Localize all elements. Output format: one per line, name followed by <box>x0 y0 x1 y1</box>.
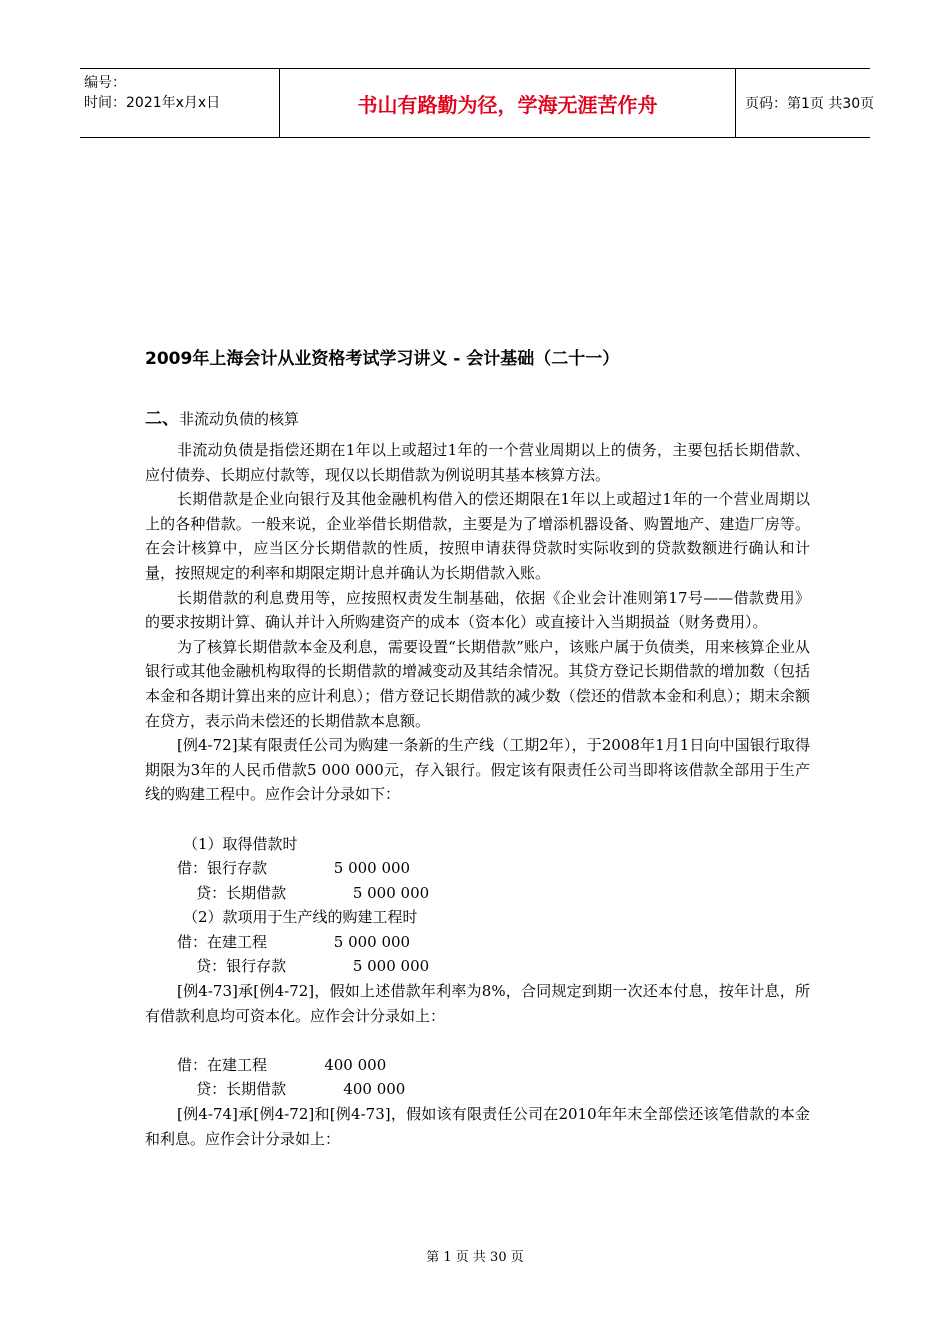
entry-line: 借：在建工程 5 000 000 <box>177 932 411 951</box>
entry-line: 借：在建工程 400 000 <box>177 1055 387 1074</box>
header-page-info: 页码：第1页 共30页 <box>745 96 875 112</box>
paragraph: [例4-72]某有限责任公司为购建一条新的生产线（工期2年），于2008年1月1日向中国银行取得期限为3年的人民币借款5 000 000元，存入银行。假定该有限责任公司当即将该借款全部用于生产线的购建工程中。应作会计分录如下： <box>145 736 810 804</box>
blank-line <box>145 1028 810 1053</box>
entry-line: 贷：长期借款 5 000 000 <box>177 883 430 902</box>
entry-line: （2）款项用于生产线的购建工程时 <box>183 908 418 927</box>
page-footer: 第 1 页 共 30 页 <box>426 1250 524 1265</box>
paragraph: [例4-74]承[例4-72]和[例4-73]，假如该有限责任公司在2010年年末全部偿还该笔借款的本金和利息。应作会计分录如上： <box>145 1105 810 1148</box>
number-label: 编号： <box>84 75 126 91</box>
blank-line <box>145 807 810 832</box>
section-text: 非流动负债的核算 <box>179 410 300 428</box>
section-number: 二、 <box>145 409 179 429</box>
page-header <box>80 68 875 138</box>
paragraph: 长期借款的利息费用等，应按照权责发生制基础，依据《企业会计准则第17号——借款费用》的要求按期计算、确认并计入所购建资产的成本（资本化）或直接计入当期损益（财务费用）。 <box>145 588 810 632</box>
header-meta <box>80 69 280 137</box>
header-motto: 书山有路勤为径，学海无涯苦作舟 <box>280 69 736 137</box>
document-body <box>145 438 810 1151</box>
paragraph: [例4-73]承[例4-72]，假如上述借款年利率为8%，合同规定到期一次还本付息，按年计息，所有借款利息均可资本化。应作会计分录如上： <box>145 982 810 1025</box>
document-title: 2009年上海会计从业资格考试学习讲义 - 会计基础（二十一） <box>145 349 620 369</box>
entry-line: （1）取得借款时 <box>183 834 298 853</box>
entry-line: 贷：银行存款 5 000 000 <box>177 957 430 976</box>
paragraph: 为了核算长期借款本金及利息，需要设置“长期借款”账户，该账户属于负债类，用来核算企业从银行或其他金融机构取得的长期借款的增减变动及其结余情况。其贷方登记长期借款的增加数（包括本金和各期计算出来的应计利息）；借方登记长期借款的减少数（偿还的借款本金和利息）；期末余额在贷方，表示尚未偿还的长期借款本息额。 <box>145 637 810 730</box>
date-label: 时间：2021年x月x日 <box>84 95 221 111</box>
paragraph: 非流动负债是指偿还期在1年以上或超过1年的一个营业周期以上的债务，主要包括长期借款、应付债券、长期应付款等，现仅以长期借款为例说明其基本核算方法。 <box>145 441 810 484</box>
entry-line: 借：银行存款 5 000 000 <box>177 859 411 878</box>
section-heading <box>145 404 299 429</box>
paragraph: 长期借款是企业向银行及其他金融机构借入的偿还期限在1年以上或超过1年的一个营业周期以上的各种借款。一般来说，企业举借长期借款，主要是为了增添机器设备、购置地产、建造厂房等。在会计核算中，应当区分长期借款的性质，按照申请获得贷款时实际收到的贷款数额进行确认和计量，按照规定的利率和期限定期计息并确认为长期借款入账。 <box>145 490 810 582</box>
entry-line: 贷：长期借款 400 000 <box>177 1080 406 1099</box>
